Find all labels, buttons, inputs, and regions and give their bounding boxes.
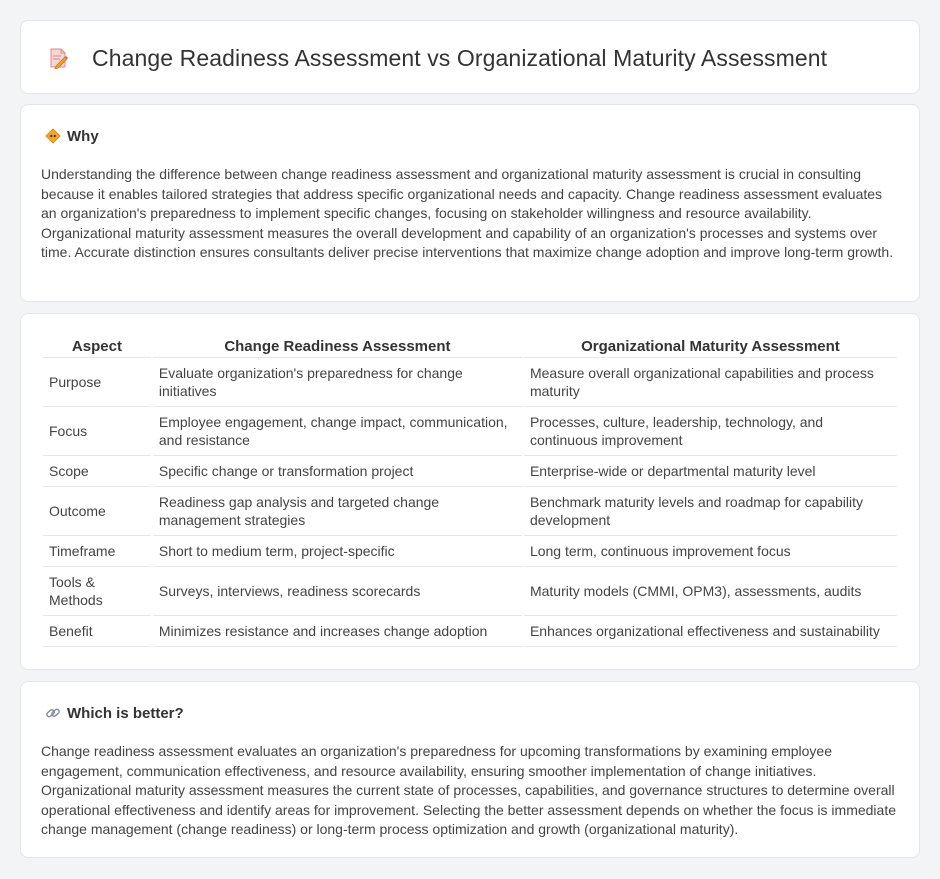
change-readiness-cell: Surveys, interviews, readiness scorecards [153, 567, 522, 616]
change-readiness-cell: Readiness gap analysis and targeted change management strategies [153, 487, 522, 536]
which-is-better-heading: Which is better? [67, 705, 184, 722]
organizational-maturity-cell: Enterprise-wide or departmental maturity level [524, 456, 897, 487]
change-readiness-cell: Employee engagement, change impact, communication, and resistance [153, 407, 522, 456]
header-change-readiness: Change Readiness Assessment [153, 334, 522, 358]
table-row [43, 536, 897, 567]
why-section [20, 104, 920, 302]
table-header-row [43, 334, 897, 358]
aspect-cell: Focus [43, 407, 151, 456]
table-row [43, 358, 897, 407]
aspect-cell: Purpose [43, 358, 151, 407]
table-row [43, 487, 897, 536]
table-row [43, 567, 897, 616]
organizational-maturity-cell: Benchmark maturity levels and roadmap for capability development [524, 487, 897, 536]
which-is-better-section [20, 681, 920, 858]
link-icon [45, 705, 61, 721]
header-organizational-maturity: Organizational Maturity Assessment [524, 334, 897, 358]
header-aspect: Aspect [43, 334, 151, 358]
page-title: Change Readiness Assessment vs Organizational Maturity Assessment [92, 45, 828, 71]
comparison-table [41, 334, 899, 647]
aspect-cell: Scope [43, 456, 151, 487]
change-readiness-cell: Minimizes resistance and increases change adoption [153, 616, 522, 647]
aspect-cell: Benefit [43, 616, 151, 647]
aspect-cell: Timeframe [43, 536, 151, 567]
comparison-table-card [20, 313, 920, 670]
change-readiness-cell: Short to medium term, project-specific [153, 536, 522, 567]
aspect-cell: Tools & Methods [43, 567, 151, 616]
why-heading: Why [67, 128, 99, 145]
which-is-better-text: Change readiness assessment evaluates an organization's preparedness for upcoming transformations by examining employee engagement, communication effectiveness, and resource availability, ensuring smoother implementation of change initiatives. Organizational maturity assessment measures the current state of processes, capabilities, and governance structures to determine overall operational effectiveness and identify areas for improvement. Selecting the better assessment depends on whether the focus is immediate change management (change readiness) or long-term process optimization and growth (organizational maturity). [41, 743, 896, 837]
header-card [20, 20, 920, 94]
why-text: Understanding the difference between change readiness assessment and organizational maturity assessment is crucial in consulting because it enables tailored strategies that address specific organizational needs and capacity. Change readiness assessment evaluates an organization's preparedness to implement specific changes, focusing on stakeholder willingness and resource availability. Organizational maturity assessment measures the overall development and capability of an organization's processes and systems over time. Accurate distinction ensures consultants deliver precise interventions that maximize change adoption and improve long-term growth. [41, 166, 894, 260]
organizational-maturity-cell: Long term, continuous improvement focus [524, 536, 897, 567]
table-row [43, 456, 897, 487]
document-pencil-icon [47, 47, 69, 69]
organizational-maturity-cell: Processes, culture, leadership, technology, and continuous improvement [524, 407, 897, 456]
aspect-cell: Outcome [43, 487, 151, 536]
organizational-maturity-cell: Enhances organizational effectiveness and sustainability [524, 616, 897, 647]
organizational-maturity-cell: Maturity models (CMMI, OPM3), assessments, audits [524, 567, 897, 616]
table-row [43, 407, 897, 456]
table-row [43, 616, 897, 647]
change-readiness-cell: Specific change or transformation project [153, 456, 522, 487]
organizational-maturity-cell: Measure overall organizational capabilities and process maturity [524, 358, 897, 407]
change-readiness-cell: Evaluate organization's preparedness for change initiatives [153, 358, 522, 407]
diamond-sign-icon [45, 128, 61, 144]
